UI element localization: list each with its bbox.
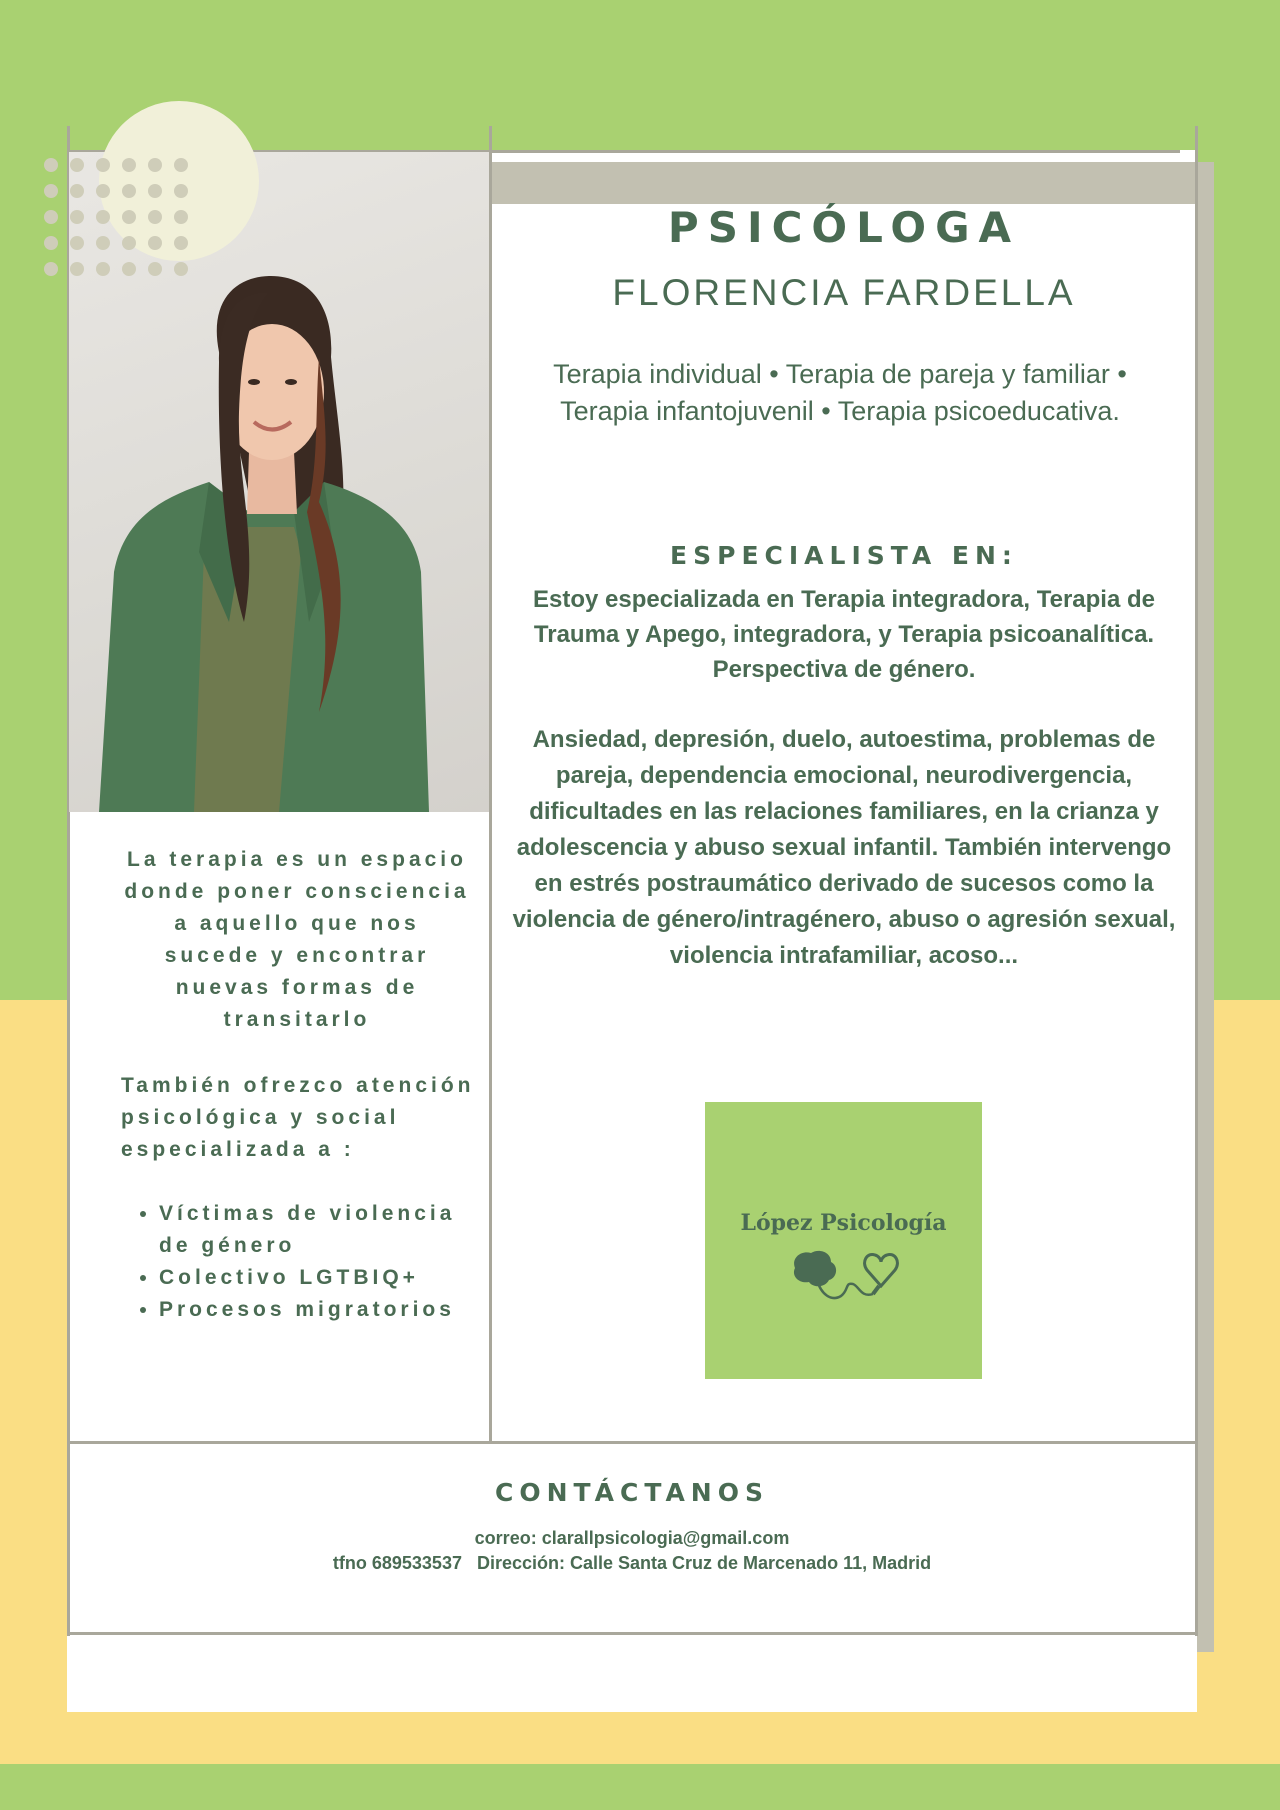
frame-line-contact-bottom xyxy=(67,1632,1198,1635)
contact-email: correo: clarallpsicologia@gmail.com xyxy=(474,1528,790,1548)
psychologist-name: FLORENCIA FARDELLA xyxy=(612,272,1076,313)
header-band xyxy=(491,162,1197,204)
list-item: • Colectivo LGTBIQ+ xyxy=(159,1262,491,1294)
services-text: Terapia individual • Terapia de pareja y familiar • Terapia infantojuvenil • Terapia psicoeducativa. xyxy=(553,359,1127,426)
list-item: • Procesos migratorios xyxy=(159,1294,491,1326)
frame-line-right xyxy=(1195,126,1198,1636)
specialist-paragraph-1: Estoy especializada en Terapia integradora, Terapia de Trauma y Apego, integradora, y Terapia psicoanalítica. Perspectiva de género. xyxy=(532,586,1155,683)
decorative-dots xyxy=(44,158,204,308)
frame-line-contact-top xyxy=(67,1441,1198,1444)
contact-heading: CONTÁCTANOS xyxy=(495,1478,769,1507)
contact-phone-address: tfno 689533537 Dirección: Calle Santa Cruz de Marcenado 11, Madrid xyxy=(332,1553,932,1573)
therapy-quote: La terapia es un espacio donde poner consciencia a aquello que nos sucede y encontrar nuevas formas de transitarlo xyxy=(124,848,470,1031)
logo-text: López Psicología xyxy=(740,1210,947,1236)
list-item: • Víctimas de violencia de género xyxy=(159,1198,491,1262)
page-title: PSICÓLOGA xyxy=(667,203,1021,252)
also-offer-text: También ofrezco atención psicológica y social especializada a : xyxy=(121,1074,475,1161)
card-shadow xyxy=(1197,162,1214,1652)
specialized-care-list xyxy=(121,1198,491,1326)
background-green-bottom xyxy=(0,1764,1280,1810)
specialist-paragraph-2: Ansiedad, depresión, duelo, autoestima, problemas de pareja, dependencia emocional, neurodivergencia, dificultades en las relaciones familiares, en la crianza y adolescencia y abuso sexual infantil. También intervengo en estrés postraumático derivado de sucesos como la violencia de género/intragénero, abuso o agresión sexual, violencia intrafamiliar, acoso... xyxy=(512,726,1176,969)
logo xyxy=(705,1102,982,1379)
specialist-heading: ESPECIALISTA EN: xyxy=(670,541,1018,570)
brain-heart-icon xyxy=(787,1246,901,1302)
